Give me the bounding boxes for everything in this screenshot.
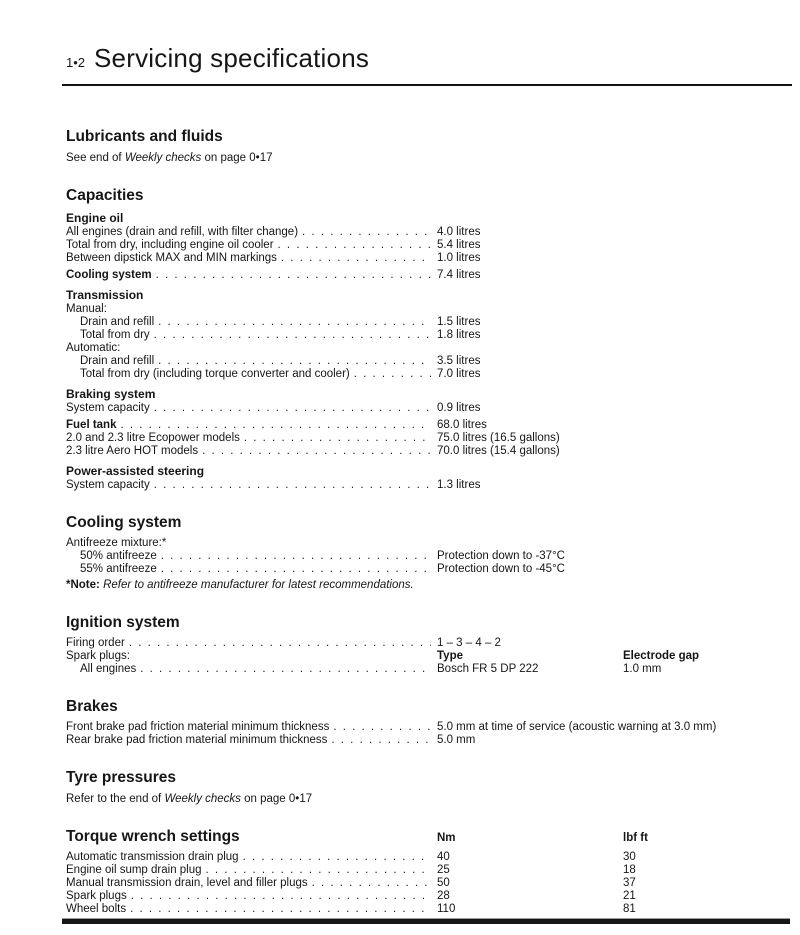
spec-label: Between dipstick MAX and MIN markings <box>66 252 277 264</box>
section-torque-wrench-settings <box>66 828 792 916</box>
spec-row <box>66 445 792 458</box>
spec-row <box>66 402 792 415</box>
spec-row <box>66 903 792 916</box>
spec-label: Total from dry (including torque converter and cooler) <box>80 368 350 380</box>
spec-value: 1.0 litres <box>437 252 481 264</box>
section-intro <box>66 792 792 806</box>
spec-label-cell <box>66 355 437 368</box>
spec-value: 7.0 litres <box>437 368 481 380</box>
spec-value: 0.9 litres <box>437 402 481 414</box>
spec-label: All engines (drain and refill, with filter change) <box>66 226 299 238</box>
section-heading: Capacities <box>66 187 144 204</box>
dot-leader <box>154 329 431 342</box>
dot-leader <box>202 445 431 458</box>
spec-label-cell <box>66 226 437 239</box>
spec-row <box>66 252 792 265</box>
sub-heading: Braking system <box>66 387 156 401</box>
title-line <box>66 44 792 77</box>
spec-row <box>66 479 792 492</box>
spec-row <box>66 226 792 239</box>
dot-leader <box>129 637 431 650</box>
column-header-nm: Nm <box>437 832 456 844</box>
manual-page <box>66 0 792 916</box>
spec-label: Automatic transmission drain plug <box>66 851 239 863</box>
dot-leader <box>154 479 431 492</box>
spec-value: Protection down to -37°C <box>437 550 565 562</box>
spec-row <box>66 432 792 445</box>
spec-label-cell <box>66 903 437 916</box>
spec-label-cell <box>66 637 437 650</box>
spec-label: Drain and refill <box>80 316 155 328</box>
spec-row <box>66 303 792 316</box>
spec-value: 75.0 litres (16.5 gallons) <box>437 432 560 444</box>
spec-row <box>66 550 792 563</box>
spec-label-cell <box>66 269 437 282</box>
section-heading-row <box>66 128 792 146</box>
spec-value-col3: 81 <box>623 903 636 915</box>
spec-label: 50% antifreeze <box>80 550 157 562</box>
spec-label: 55% antifreeze <box>80 563 157 575</box>
section-brakes <box>66 698 792 747</box>
spec-label-cell <box>66 368 437 381</box>
spec-row <box>66 734 792 747</box>
page-number: 1•2 <box>66 55 86 70</box>
dot-leader <box>243 851 431 864</box>
spec-label: Wheel bolts <box>66 903 127 915</box>
spec-row <box>66 637 792 650</box>
spec-label: Cooling system <box>66 269 152 281</box>
spec-value: 28 <box>437 890 450 902</box>
spec-value: Type <box>437 650 463 662</box>
spec-label: Total from dry <box>80 329 150 341</box>
spec-label: Front brake pad friction material minimum thickness <box>66 721 330 733</box>
page-title: Servicing specifications <box>94 43 370 73</box>
spec-value: 110 <box>437 903 456 915</box>
dot-leader <box>161 563 431 576</box>
spec-label-cell <box>66 537 437 550</box>
dot-leader <box>331 734 431 747</box>
section-heading-row <box>66 828 792 846</box>
spec-label-cell <box>66 329 437 342</box>
footer-bar <box>62 918 790 924</box>
section-cooling-system <box>66 514 792 592</box>
spec-value: 1 – 3 – 4 – 2 <box>437 637 501 649</box>
section-heading: Torque wrench settings <box>66 828 240 845</box>
spec-row <box>66 419 792 432</box>
spec-value: 40 <box>437 851 450 863</box>
spec-label-cell <box>66 316 437 329</box>
spec-value-col3: 1.0 mm <box>623 663 662 675</box>
spec-label-cell <box>66 479 437 492</box>
spec-row <box>66 368 792 381</box>
spec-label: Automatic: <box>66 342 121 354</box>
spec-value: 70.0 litres (15.4 gallons) <box>437 445 560 457</box>
section-heading-row <box>66 698 792 716</box>
spec-value-col3: Electrode gap <box>623 650 700 662</box>
sub-heading: Transmission <box>66 288 144 302</box>
intro-italic-text: Weekly checks <box>124 152 202 164</box>
footnote-label: *Note: <box>66 579 100 591</box>
intro-text: on page 0•17 <box>201 152 273 164</box>
spec-label: Total from dry, including engine oil cooler <box>66 239 274 251</box>
header-rule <box>62 84 792 86</box>
spec-label: Manual transmission drain, level and filler plugs <box>66 877 308 889</box>
spec-label: 2.3 litre Aero HOT models <box>66 445 199 457</box>
dot-leader <box>120 419 431 432</box>
spec-row <box>66 329 792 342</box>
spec-label-cell <box>66 239 437 252</box>
spec-row <box>66 537 792 550</box>
spec-value: 25 <box>437 864 450 876</box>
section-heading: Lubricants and fluids <box>66 128 223 145</box>
spec-row <box>66 355 792 368</box>
spec-label-cell <box>66 663 437 676</box>
spec-label: System capacity <box>66 479 150 491</box>
dot-leader <box>312 877 431 890</box>
spec-label-cell <box>66 252 437 265</box>
dot-leader <box>278 239 431 252</box>
dot-leader <box>131 890 431 903</box>
intro-text: Refer to the end of <box>66 793 165 805</box>
spec-label: Fuel tank <box>66 419 117 431</box>
spec-row <box>66 890 792 903</box>
spec-value: 4.0 litres <box>437 226 481 238</box>
spec-value-col3: 37 <box>623 877 636 889</box>
spec-label: All engines <box>80 663 137 675</box>
dot-leader <box>161 550 431 563</box>
spec-label: Drain and refill <box>80 355 155 367</box>
spec-value: 5.0 mm at time of service (acoustic warning at 3.0 mm) <box>437 721 717 733</box>
dot-leader <box>130 903 431 916</box>
spec-value: Protection down to -45°C <box>437 563 565 575</box>
column-header-lbf-ft: lbf ft <box>623 832 648 844</box>
spec-value: 7.4 litres <box>437 269 481 281</box>
spec-label-cell <box>66 342 437 355</box>
section-capacities <box>66 187 792 492</box>
section-intro <box>66 151 792 165</box>
spec-value: 3.5 litres <box>437 355 481 367</box>
spec-label-cell <box>66 419 437 432</box>
dot-leader <box>158 355 431 368</box>
spec-sections <box>66 128 792 916</box>
spec-label: 2.0 and 2.3 litre Ecopower models <box>66 432 240 444</box>
dot-leader <box>206 864 431 877</box>
section-lubricants-and-fluids <box>66 128 792 165</box>
spec-label-cell <box>66 721 437 734</box>
spec-row <box>66 877 792 890</box>
spec-row <box>66 342 792 355</box>
dot-leader <box>354 368 431 381</box>
spec-label: Spark plugs <box>66 890 127 902</box>
spec-label-cell <box>66 877 437 890</box>
spec-value: 5.0 mm <box>437 734 476 746</box>
spec-label: Firing order <box>66 637 125 649</box>
spec-row <box>66 721 792 734</box>
spec-label-cell <box>66 445 437 458</box>
section-heading: Cooling system <box>66 514 182 531</box>
spec-value: 1.3 litres <box>437 479 481 491</box>
spec-label-cell <box>66 890 437 903</box>
dot-leader <box>244 432 431 445</box>
section-heading-row <box>66 514 792 532</box>
spec-label-cell <box>66 650 437 663</box>
dot-leader <box>140 663 431 676</box>
spec-label: Engine oil sump drain plug <box>66 864 202 876</box>
spec-value: Bosch FR 5 DP 222 <box>437 663 539 675</box>
spec-label: Rear brake pad friction material minimum thickness <box>66 734 328 746</box>
section-heading-row <box>66 769 792 787</box>
sub-heading: Power-assisted steering <box>66 464 205 478</box>
spec-row <box>66 316 792 329</box>
section-tyre-pressures <box>66 769 792 806</box>
spec-row <box>66 650 792 663</box>
spec-label: Spark plugs: <box>66 650 130 662</box>
spec-row <box>66 269 792 282</box>
dot-leader <box>302 226 431 239</box>
intro-text: on page 0•17 <box>240 793 313 805</box>
section-heading: Tyre pressures <box>66 769 176 786</box>
dot-leader <box>154 402 431 415</box>
spec-label-cell <box>66 432 437 445</box>
spec-value: 1.8 litres <box>437 329 481 341</box>
spec-row <box>66 864 792 877</box>
spec-value: 5.4 litres <box>437 239 481 251</box>
intro-italic-text: Weekly checks <box>164 793 241 805</box>
footnote <box>66 578 792 592</box>
spec-value-col3: 30 <box>623 851 636 863</box>
spec-label-cell <box>66 550 437 563</box>
spec-label: System capacity <box>66 402 150 414</box>
footnote-text: Refer to antifreeze manufacturer for latest recommendations. <box>99 579 414 591</box>
section-heading-row <box>66 187 792 205</box>
spec-label-cell <box>66 563 437 576</box>
spec-value-col3: 21 <box>623 890 636 902</box>
section-heading-row <box>66 614 792 632</box>
section-heading: Ignition system <box>66 614 180 631</box>
spec-label-cell <box>66 851 437 864</box>
spec-label-cell <box>66 303 437 316</box>
spec-label-cell <box>66 864 437 877</box>
spec-value: 68.0 litres <box>437 419 487 431</box>
spec-row <box>66 563 792 576</box>
spec-label-cell <box>66 734 437 747</box>
section-ignition-system <box>66 614 792 676</box>
intro-text: See end of <box>66 152 125 164</box>
page-header <box>66 44 792 86</box>
spec-row <box>66 663 792 676</box>
spec-value: 50 <box>437 877 450 889</box>
spec-value-col3: 18 <box>623 864 636 876</box>
dot-leader <box>333 721 431 734</box>
section-heading: Brakes <box>66 698 118 715</box>
spec-label: Manual: <box>66 303 107 315</box>
dot-leader <box>156 269 431 282</box>
sub-heading: Engine oil <box>66 211 124 225</box>
dot-leader <box>158 316 431 329</box>
dot-leader <box>281 252 431 265</box>
spec-row <box>66 851 792 864</box>
spec-row <box>66 239 792 252</box>
spec-label-cell <box>66 402 437 415</box>
spec-value: 1.5 litres <box>437 316 481 328</box>
spec-label: Antifreeze mixture:* <box>66 537 167 549</box>
